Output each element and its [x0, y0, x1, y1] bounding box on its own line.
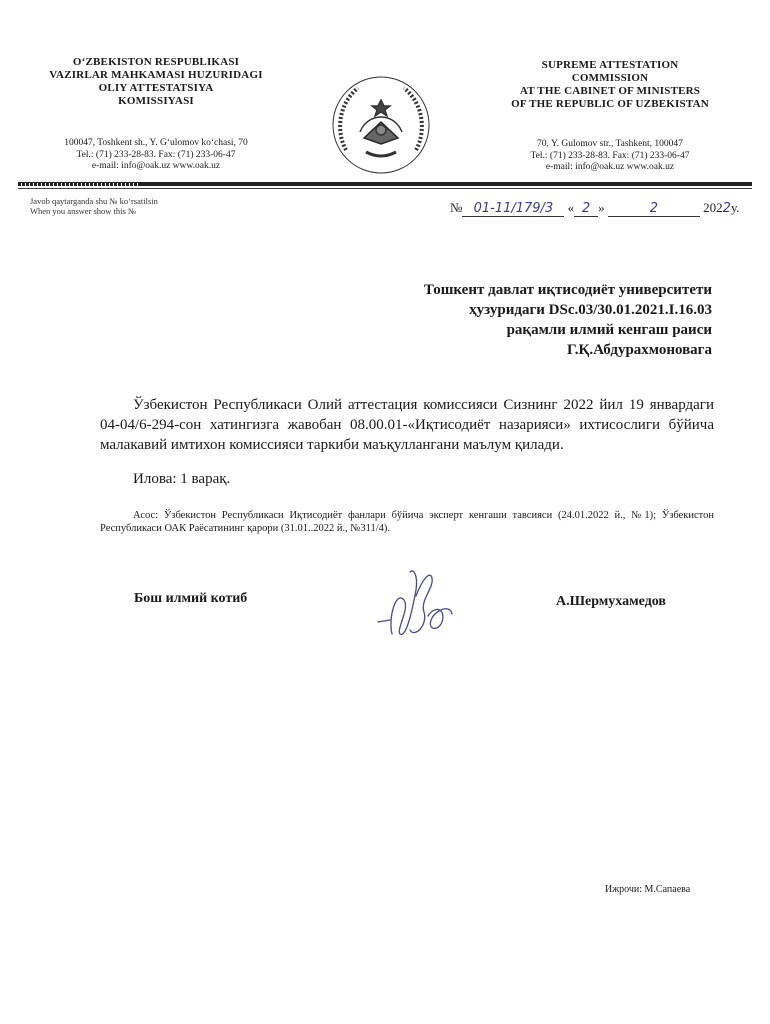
reg-day: 2	[574, 201, 598, 217]
org-name-uz-2: VAZIRLAR MAHKAMASI HUZURIDAGI	[49, 69, 263, 81]
reg-month: 2	[608, 201, 700, 217]
attachment-note: Илова: 1 варақ.	[133, 471, 231, 487]
basis-note: Асос: Ўзбекистон Республикаси Иқтисодиёт фанлари бўйича эксперт кенгаши тавсияси (24.01.2022 й., №1); Ўзбекистон Республикаси ОАК Раёсатининг қарори (31.01..2022 й., №311/4).	[100, 510, 714, 534]
state-emblem-icon	[328, 72, 434, 178]
email-uz: e-mail: info@oak.uz www.oak.uz	[91, 161, 221, 171]
recipient-line-1: Тошкент давлат иқтисодиёт университети	[423, 282, 712, 298]
registration-line	[450, 200, 739, 217]
reply-note-en: When you answer show this №	[30, 206, 137, 216]
phone-en: Tel.: (71) 233-28-83. Fax: (71) 233-06-47	[530, 150, 690, 161]
reg-day-open: «	[567, 200, 575, 215]
recipient-line-4: Г.Қ.Абдурахмоновага	[566, 342, 712, 358]
reply-note-uz: Javob qaytarganda shu № ko‘rsatilsin	[30, 196, 158, 206]
org-name-uz-1: O‘ZBEKISTON RESPUBLIKASI	[72, 56, 240, 68]
signatory-name: А.Шермухамедов	[556, 594, 666, 609]
phone-uz: Tel.: (71) 233-28-83. Fax: (71) 233-06-47	[76, 149, 236, 160]
address-en: 70, Y. Gulomov str., Tashkent, 100047	[537, 139, 683, 149]
reply-note	[30, 196, 158, 216]
reg-year-unit: у.	[730, 200, 740, 215]
reg-year-suffix: 2	[722, 201, 731, 216]
header-divider-thin	[18, 188, 752, 189]
org-name-en-2: COMMISSION	[571, 72, 649, 84]
reg-no-sign: №	[450, 200, 463, 215]
org-name-en-1: SUPREME ATTESTATION	[541, 59, 679, 71]
reg-day-close: »	[598, 200, 605, 215]
header-left	[20, 56, 292, 173]
signature-icon	[370, 560, 460, 650]
org-name-uz-4: KOMISSIYASI	[118, 95, 194, 107]
executor-note: Ижрочи: М.Сапаева	[605, 884, 691, 895]
recipient-block	[340, 280, 712, 360]
body-paragraph: Ўзбекистон Республикаси Олий аттестация комиссияси Сизнинг 2022 йил 19 январдаги 04-04/6-294-сон хатингизга жавобан 08.00.01-«Иқтисодиёт назарияси» ихтисослиги бўйича малакавий имтихон комиссияси таркиби маъқуллангани маълум қилади.	[100, 397, 714, 453]
org-name-uz-3: OLIY ATTESTATSIYA	[98, 82, 214, 94]
org-name-en-4: OF THE REPUBLIC OF UZBEKISTAN	[511, 98, 709, 110]
recipient-line-3: рақамли илмий кенгаш раиси	[506, 322, 712, 338]
signatory-title: Бош илмий котиб	[134, 591, 248, 606]
reg-number: 01-11/179/3	[462, 201, 564, 217]
email-en: e-mail: info@oak.uz www.oak.uz	[545, 162, 675, 172]
address-uz: 100047, Toshkent sh., Y. G‘ulomov ko‘chasi, 70	[64, 138, 248, 148]
recipient-line-2: ҳузуридаги DSc.03/30.01.2021.I.16.03	[469, 302, 712, 318]
reg-year-prefix: 202	[703, 200, 723, 215]
header-right	[470, 59, 750, 174]
org-name-en-3: AT THE CABINET OF MINISTERS	[519, 85, 701, 97]
header-divider-pattern	[18, 183, 138, 186]
letter-body	[100, 395, 714, 455]
